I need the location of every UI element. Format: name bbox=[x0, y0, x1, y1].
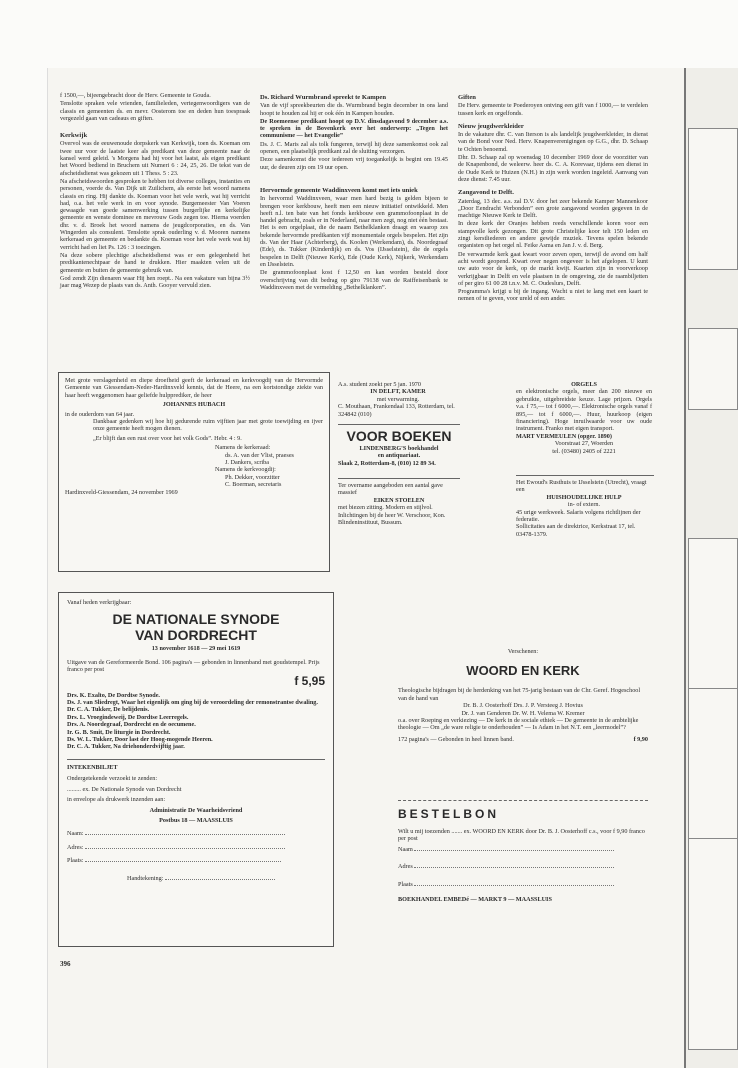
synode-contrib-2: Ds. J. van Sliedregt, Waar het eigenlijk om ging bij de veroordeling der remonstrantse dwaling. bbox=[67, 699, 318, 707]
obituary-sig5: Ph. Dekker, voorzitter bbox=[225, 473, 280, 481]
bestelbon-plaats-label: Plaats bbox=[398, 880, 413, 888]
synode-naam-label: Naam: bbox=[67, 830, 84, 838]
synode-naam-field[interactable] bbox=[85, 834, 285, 835]
synode-adres-label: Adres: bbox=[67, 843, 84, 851]
intekenbiljet-f5: Postbus 18 — MAASSLUIS bbox=[159, 816, 233, 824]
ad-orgels-l3: Voorstraat 27, Woerden bbox=[554, 440, 614, 448]
obituary-sig6: C. Boerman, secretaris bbox=[225, 481, 282, 489]
bestelbon-footer: BOEKHANDEL EMBEDé — MARKT 9 — MAASSLUIS bbox=[398, 896, 552, 904]
synode-plaats-field[interactable] bbox=[85, 861, 281, 862]
obituary-text: Met grote verslagenheid en diepe droefheid geeft de kerkeraad en kerkvoogdij van de Hervormde Gemeente van Giessendam-Neder-Hardinxveld kennis, dat de Heere, na een kortstondige ziekte van haar heeft weggenomen haar geliefde hulpprediker, de heer bbox=[65, 377, 323, 399]
ad-stoelen-l2: EIKEN STOELEN bbox=[373, 496, 425, 504]
ad-huishoudelijke-hulp bbox=[516, 479, 652, 538]
ad-orgels-l2: MART VERMEULEN (opger. 1890) bbox=[516, 432, 612, 440]
bestelbon-plaats-field[interactable] bbox=[414, 885, 614, 886]
woord-title: WOORD EN KERK bbox=[466, 663, 580, 679]
ad-boeken-l2: en antiquariaat. bbox=[377, 452, 421, 460]
giften-p: De Herv. gemeente te Poederoyen ontving een gift van f 1000,— te verdelen tussen kerk en orgelfonds. bbox=[458, 102, 648, 117]
obituary-name: JOHANNES HUBACH bbox=[162, 401, 226, 409]
synode-contrib-5: Drs. A. Noordegraaf, Dordrecht en de oecumene. bbox=[67, 721, 196, 729]
woord-d3: Dr. J. van Genderen Dr. W. H. Velema W. Kremer bbox=[461, 709, 585, 717]
wurmbrand-p3: Ds. J. C. Maris zal als tolk fungeren, terwijl hij deze samenkomst ook zal openen, een plaatselijk predikant zal de sluiting verzorgen. bbox=[260, 140, 448, 156]
obituary-quote: „Er blijft dan een rust over voor het volk Gods”. Hebr. 4 : 9. bbox=[93, 434, 242, 442]
synode-contrib-1: Drs. K. Exalto, De Dordtse Synode. bbox=[67, 691, 160, 699]
synode-plaats-label: Plaats: bbox=[67, 857, 84, 865]
bestelbon-naam-label: Naam bbox=[398, 845, 413, 853]
ad-huis-l3: in- of extern. bbox=[567, 501, 601, 509]
intekenbiljet-f3: in envelope als drukwerk inzenden aan: bbox=[67, 796, 166, 804]
woord-price: f 9,90 bbox=[633, 735, 648, 743]
ad-student-l2: IN DELFT, KAMER bbox=[370, 388, 426, 396]
kerkwijk-p1: Overvol was de eeuwenoude dorpskerk van Kerkwijk, toen ds. Koeman om twee uur voor de laatste keer als predikant van deze gemeente naar de kansel werd geleid. 's Morgens had hij voor het laatst, als eigen predikant het Woord bediend in Bruchem uit Numeri 6 : 24, 25, 26. De tekst van de afscheidsdienst was gekozen uit 1 Thess. 5 : 23. bbox=[60, 140, 250, 177]
jeugd-p2: Dhr. D. Schaap zal op woensdag 10 december 1969 door de voorzitter van de Knapenbond, de weleerw. heer ds. C. A. Korevaar, tijdens een dienst in de Oude Kerk te Huizen (N.H.) in zijn werk worden ingeleid. Aanvang van deze dienst: 7.45 uur. bbox=[458, 154, 648, 183]
divider-2 bbox=[338, 478, 460, 479]
heading-jeugdwerkleider: Nieuw jeugdwerkleider bbox=[458, 122, 524, 130]
col1-intro: f 1500,—, bijeengebracht door de Herv. Gemeente te Gouda. bbox=[60, 92, 211, 99]
synode-handtekening-label: Handtekening: bbox=[127, 874, 164, 882]
divider-3 bbox=[516, 475, 654, 476]
ad-student-l3: met verwarming. bbox=[376, 395, 420, 403]
ad-huis-l5: Sollicitaties aan de direktrice, Kerkstraat 17, tel. 03478-1379. bbox=[516, 523, 636, 538]
bestelbon-adres-field[interactable] bbox=[414, 867, 614, 868]
ad-orgels-title: ORGELS bbox=[571, 381, 597, 388]
ad-student bbox=[338, 381, 458, 418]
column-3 bbox=[458, 92, 648, 304]
column-1 bbox=[60, 92, 250, 290]
obituary-sig1: Namens de kerkeraad: bbox=[215, 444, 271, 452]
next-page-box-3 bbox=[688, 538, 738, 690]
col1-intro2: Tenslotte spraken vele vrienden, familieleden, vertegenwoordigers van de classis en gemeenten ds. en mevr. Oosterom toe en deden hun toespraak vergezeld gaan van cadeaus en giften. bbox=[60, 100, 250, 122]
jeugd-p1: In de vakature dhr. C. van Iterson is als landelijk jeugdwerkleider, in dienst van de Bond voor Ned. Herv. Knapenverenigingen op G.G., dhr. D. Schaap te Ochten benoemd. bbox=[458, 131, 648, 153]
synode-contrib-7: Ds. W. L. Tukker, Door last der Hoog-mogende Heeren. bbox=[67, 736, 213, 744]
bestelbon bbox=[398, 800, 648, 903]
kerkwijk-p2: Na afscheidswoorden gesproken te hebben tot diverse colleges, instanties en personen, voerde ds. Van Dijk uit Zuilichem, als eerste het woord namens classis en ring. Hij dankte ds. Koeman voor het vele werk, wat hij verricht had, o.a. het vele werk in en voor synode. Burgemeester Van Voeren gewaagde van goede samenwerking tussen burgerlijke en kerkelijke gemeente en wenste dominee en mevrouw Gods zegen toe. Hierna voerden dhr. v. d. Broek het woord namens de jeugdcorporaties, en ds. Van Wingerden als consulent. Tenslotte sprak ouderling v. d. Mooren namens kerkeraad en gemeente en bedankte ds. Koeman voor het vele werk wat hij verricht had en liet Ps. 126 : 3 toezingen. bbox=[60, 177, 250, 251]
ad-orgels bbox=[516, 381, 652, 455]
obituary-place: Hardinxveld-Giessendam, 24 november 1969 bbox=[65, 488, 178, 496]
woord-d2: Dr. B. J. Oosterhoff Drs. J. P. Versteeg J. Hovius bbox=[463, 702, 583, 710]
woord-pre: Verschenen: bbox=[507, 648, 539, 655]
wurmbrand-p2: De Roemeense predikant hoopt op D.V. dinsdagavond 9 december a.s. te spreken in de Bovenkerk over het onderwerp: „Tegen het communisme — het Evangelie” bbox=[260, 117, 448, 140]
ad-stoelen-l1: Ter overname aangeboden een aantal gave massief bbox=[338, 482, 443, 497]
intekenbiljet-f2[interactable]: ......... ex. De Nationale Synode van Dordrecht bbox=[67, 785, 182, 793]
ad-boeken-l3: Slaak 2, Rotterdam-8, (010) 12 89 34. bbox=[338, 459, 436, 467]
synode-pre: Vanaf heden verkrijgbaar: bbox=[67, 599, 132, 606]
kerkwijk-p3: Na deze sobere plechtige afscheidsdienst was er een gelegenheid het predikantenechtpaar de hand te drukken. Hier maakten velen uit de gemeente en buiten de gemeente gebruik van. bbox=[60, 251, 250, 274]
obituary-box bbox=[58, 372, 330, 572]
bestelbon-title: BESTELBON bbox=[398, 807, 500, 821]
ad-boeken bbox=[338, 428, 460, 467]
synode-contrib-6: Ir. G. B. Smit, De liturgie in Dordrecht. bbox=[67, 728, 171, 736]
ad-boeken-title: VOOR BOEKEN bbox=[346, 428, 452, 444]
synode-dates: 13 november 1618 — 29 mei 1619 bbox=[151, 645, 241, 653]
wurmbrand-p4: Deze samenkomst die voor iedereen vrij toegankelijk is begint om 19.45 uur, de deuren zijn om 19 uur open. bbox=[260, 156, 448, 171]
heading-wurmbrand: Ds. Richard Wurmbrand spreekt te Kampen bbox=[260, 94, 387, 101]
waddinxveen-p2: De grammofoonplaat kost f 12,50 en kan worden besteld door overschrijving van dit bedrag op giro 79138 van de Raiffeisenbank te Waddinxveen met de vermelding „Bethelklanken”. bbox=[260, 269, 448, 291]
intekenbiljet-title: INTEKENBILJET bbox=[67, 763, 118, 771]
ad-stoelen-l3: met biezen zitting. Modern en stijlvol. Inlichtingen bij de heer W. Verschoor, Kon. Blindeninstituut, Bussum. bbox=[338, 504, 446, 527]
zang-p2: In deze kerk der Oranjes hebben reeds verschillende koren voor een stampvolle kerk gezongen. Dit grote Christelijke koor telt 150 leden en zingt kerstliederen en andere gewijde muziek. Tevens spelen bekende organisten op het orgel nl. Feike Asma en Jan J. v. d. Berg. bbox=[458, 220, 648, 250]
kerkwijk-p4: God zendt Zijn dienaren waar Hij hen roept.. Na een vakature van bijna 3½ jaar mag Wezep de plaats van ds. Anth. Gooyer vervuld zien. bbox=[60, 274, 250, 290]
synode-price: f 5,95 bbox=[294, 673, 325, 688]
ad-woord-en-kerk bbox=[398, 648, 648, 743]
ad-stoelen bbox=[338, 482, 460, 526]
bestelbon-naam-field[interactable] bbox=[414, 850, 614, 851]
heading-waddinxveen: Hervormde gemeente Waddinxveen komt met iets uniek bbox=[260, 186, 418, 194]
next-page-edge bbox=[684, 68, 738, 1068]
obituary-dank: Dankbaar gedenken wij hoe hij gedurende ruim vijftien jaar met grote toewijding en ijver onze gemeente heeft mogen dienen. bbox=[93, 418, 323, 433]
obituary-sig4: Namens de kerkvoogdij: bbox=[215, 466, 276, 474]
bestelbon-l1: Wilt u mij toezenden ....... ex. WOORD EN KERK door Dr. B. J. Oosterhoff c.s., voor f 9,90 franco per post bbox=[398, 828, 645, 843]
woord-d1: Theologische bijdragen bij de herdenking van het 75-jarig bestaan van de Chr. Geref. Hogeschool van de hand van bbox=[398, 687, 641, 702]
waddinxveen-p1: In hervormd Waddinxveen, waar men hard bezig is gelden bijeen te brengen voor kerkbouw, heeft men een nieuw initiatief ontwikkeld. Men heeft n.l. ten bate van het fonds kerkbouw een grammofoonplaat in de handel gebracht, zoals er in Nederland, naar men zegt, nog niet één bestaat. Het is een orgelplaat, die de naam Bethelklanken draagt en waarop zes bekende hervormde predikanten vijf monumentale orgels bespelen. Het zijn ds. Van der Haar (Achterberg), ds. Koolen (Werkendam), ds. Noordegraaf (Ede), ds. Tukker (Kinderdijk) en ds. Vos (IJsselstein), die de orgels bespelen in Delft (Nieuwe Kerk), Ede (Oude Kerk), Nijkerk, Werkendam en IJsselstein. bbox=[260, 195, 448, 268]
synode-contrib-3: Dr. C. A. Tukker, De belijdenis. bbox=[67, 706, 150, 714]
synode-desc: Uitgave van de Gereformeerde Bond. 106 pagina's — gebonden in linnenband met goudstempel. Prijs franco per post bbox=[67, 658, 320, 674]
obituary-age: in de ouderdom van 64 jaar. bbox=[65, 410, 135, 418]
heading-zangavond: Zangavond te Delft. bbox=[458, 189, 514, 197]
column-2 bbox=[260, 92, 448, 292]
synode-contrib-4: Drs. L. Vroegindeweij, De Dordtse Leerregels. bbox=[67, 713, 189, 721]
synode-title-1: DE NATIONALE SYNODE bbox=[112, 611, 280, 628]
obituary-sig3: J. Dankers, scriba bbox=[225, 459, 269, 467]
bestelbon-adres-label: Adres bbox=[398, 863, 413, 871]
page-number: 396 bbox=[60, 960, 71, 968]
next-page-box-2 bbox=[688, 328, 738, 410]
ad-huis-l2: HUISHOUDELIJKE HULP bbox=[546, 493, 622, 501]
ad-orgels-l4: tel. (03480) 2405 of 2221 bbox=[552, 447, 616, 455]
synode-title-2: VAN DORDRECHT bbox=[135, 627, 257, 644]
next-page-box-5 bbox=[688, 838, 738, 1050]
synode-contrib-8: Dr. C. A. Tukker, Na driehonderdvijftig jaar. bbox=[67, 743, 185, 751]
intekenbiljet-f4: Administratie De Waarheidsvriend bbox=[149, 806, 243, 814]
ad-student-l4: C. Mouthaan, Frankendaal 133, Rotterdam, tel. 324842 (010) bbox=[338, 403, 455, 418]
heading-giften: Giften bbox=[458, 94, 476, 101]
next-page-box-1 bbox=[688, 128, 738, 270]
zang-p3: De verwarmde kerk gaat kwart voor zeven open, terwijl de avond om half acht wordt geopend. Kwart over negen ongeveer is het afgelopen. U kunt uw auto voor de kerk, op de markt kwijt. Kaarten zijn in voorverkoop verkrijgbaar in Delft en vele plaatsen in de omgeving, zie de raambiljetten of per giro 61 00 28 t.n.v. M. C. Oudeslurs, Delft. bbox=[458, 250, 648, 287]
zang-p4: Programma's krijgt u bij de ingang. Wacht u niet te lang met een kaart te nemen of te geven, voor ureld of een ander. bbox=[458, 288, 648, 303]
synode-handtekening-field[interactable] bbox=[165, 879, 275, 880]
zang-p1: Zaterdag, 13 dec. a.s. zal D.V. door het zeer bekende Kamper Mannenkoor „Door Eendracht Verbonden” een grote zangavond worden gegeven in de machtige Nieuwe Kerk te Delft. bbox=[458, 197, 648, 220]
intekenbiljet-f1: Ondergetekende verzoekt te zenden: bbox=[67, 775, 158, 783]
ad-huis-l4: 45 urige werkweek. Salaris volgens richtlijnen der federatie. bbox=[516, 508, 641, 524]
woord-d4: o.a. over Roeping en verkiezing — De kerk in de sociale ethiek — De gemeente in de ambtelijke theologie — Om „de ware religie te onderhouden” — Is Adam in het N.T. een „leermodel”? bbox=[398, 717, 639, 732]
heading-kerkwijk: Kerkwijk bbox=[60, 132, 88, 140]
ad-boeken-l1: LINDENBERG'S boekhandel bbox=[359, 445, 439, 452]
divider-1 bbox=[338, 424, 460, 425]
synode-adres-field[interactable] bbox=[85, 848, 285, 849]
wurmbrand-p1: Van de vijf spreekbeurten die ds. Wurmbrand begin december in ons land hoopt te houden zal hij er ook één in Kampen houden. bbox=[260, 102, 448, 117]
obituary-sig2: ds. A. van der Vlist, praeses bbox=[225, 451, 294, 459]
ad-student-l1: A.s. student zoekt per 5 jan. 1970 bbox=[338, 381, 421, 388]
ad-orgels-l1: en elektronische orgels, meer dan 200 nieuwe en gebruikte, uitgebreidste keuze. Lage prijzen. Orgels v.a. f 75,— tot f 6000,—. Elektronische orgels vanaf f 895,— tot f 6000,—. Huur, huurkoop (eigen financiering). Hoge inruilwaarde voor uw oude instrument. Franko met eigen transport. bbox=[516, 388, 652, 433]
next-page-box-4 bbox=[688, 688, 738, 850]
ad-huis-l1: Het Ewoud's Rusthuis te IJsselstein (Utrecht), vraagt een bbox=[516, 479, 647, 494]
ad-nationale-synode bbox=[58, 592, 334, 947]
woord-d5: 172 pagina's — Gebonden in heel linnen band. bbox=[398, 735, 514, 743]
